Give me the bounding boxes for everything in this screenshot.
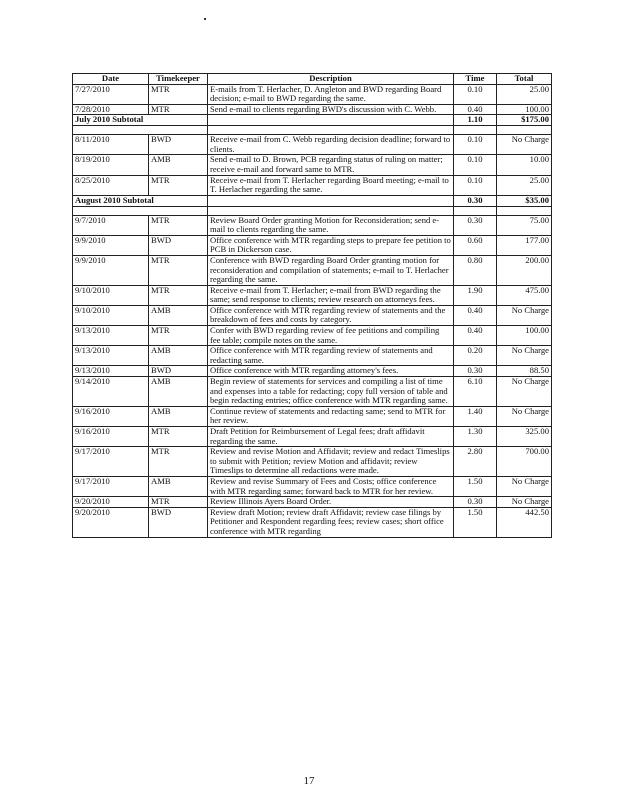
entry-date: 9/10/2010 (73, 305, 149, 325)
entry-date: 8/11/2010 (73, 135, 149, 155)
entry-timekeeper: MTR (149, 255, 208, 285)
billing-table (72, 73, 552, 538)
entry-total: 100.00 (497, 104, 552, 115)
entry-date: 9/10/2010 (73, 285, 149, 305)
entry-total: 10.00 (497, 155, 552, 175)
entry-description: Review Illinois Ayers Board Order. (208, 497, 454, 508)
entry-timekeeper: AMB (149, 476, 208, 496)
entry-timekeeper: MTR (149, 447, 208, 477)
entry-time: 0.60 (454, 235, 497, 255)
entry-description: Draft Petition for Reimbursement of Legal fees; draft affidavit regarding the same. (208, 427, 454, 447)
table-body (73, 84, 552, 537)
entry-time: 1.30 (454, 427, 497, 447)
table-row (73, 104, 552, 115)
subtotal-total: $35.00 (497, 195, 552, 206)
spacer-cell (73, 206, 208, 215)
entry-timekeeper: AMB (149, 155, 208, 175)
subtotal-label: August 2010 Subtotal (73, 195, 208, 206)
subtotal-blank (208, 195, 454, 206)
entry-date: 9/13/2010 (73, 346, 149, 366)
entry-description: Continue review of statements and redacting same; send to MTR for her review. (208, 406, 454, 426)
entry-date: 9/7/2010 (73, 215, 149, 235)
entry-total: No Charge (497, 377, 552, 407)
entry-total: No Charge (497, 497, 552, 508)
table-row (73, 285, 552, 305)
table-row (73, 84, 552, 104)
entry-time: 1.50 (454, 507, 497, 537)
entry-timekeeper: AMB (149, 305, 208, 325)
entry-total: 442.50 (497, 507, 552, 537)
table-row (73, 305, 552, 325)
entry-time: 0.80 (454, 255, 497, 285)
scan-speck (204, 18, 206, 20)
entry-timekeeper: BWD (149, 507, 208, 537)
entry-date: 7/28/2010 (73, 104, 149, 115)
table-row (73, 406, 552, 426)
entry-time: 0.30 (454, 497, 497, 508)
table-row (73, 507, 552, 537)
entry-description: Review Board Order granting Motion for Reconsideration; send e-mail to clients regarding the same. (208, 215, 454, 235)
entry-time: 0.10 (454, 175, 497, 195)
table-row (73, 366, 552, 377)
entry-date: 9/20/2010 (73, 507, 149, 537)
entry-description: Office conference with MTR regarding steps to prepare fee petition to PCB in Dickerson case. (208, 235, 454, 255)
table-row (73, 175, 552, 195)
entry-date: 9/9/2010 (73, 235, 149, 255)
entry-total: No Charge (497, 476, 552, 496)
entry-timekeeper: AMB (149, 377, 208, 407)
entry-description: Review and revise Summary of Fees and Costs; office conference with MTR regarding same; forward back to MTR for her review. (208, 476, 454, 496)
subtotal-label: July 2010 Subtotal (73, 115, 208, 126)
header-total: Total (497, 74, 552, 85)
spacer-cell (454, 206, 497, 215)
table-header-row (73, 74, 552, 85)
entry-date: 9/13/2010 (73, 326, 149, 346)
table-row (73, 497, 552, 508)
table-row (73, 346, 552, 366)
entry-time: 0.10 (454, 84, 497, 104)
entry-time: 0.20 (454, 346, 497, 366)
entry-date: 8/25/2010 (73, 175, 149, 195)
entry-date: 9/17/2010 (73, 476, 149, 496)
entry-time: 1.50 (454, 476, 497, 496)
entry-total: 100.00 (497, 326, 552, 346)
entry-time: 0.10 (454, 155, 497, 175)
page-number: 17 (303, 775, 315, 787)
entry-time: 6.10 (454, 377, 497, 407)
entry-total: 25.00 (497, 175, 552, 195)
header-time: Time (454, 74, 497, 85)
entry-timekeeper: AMB (149, 406, 208, 426)
entry-time: 0.40 (454, 326, 497, 346)
entry-description: Send e-mail to clients regarding BWD's discussion with C. Webb. (208, 104, 454, 115)
spacer-cell (497, 206, 552, 215)
entry-description: Conference with BWD regarding Board Order granting motion for reconsideration and compilation of statements; e-mail to T. Herlacher regarding the same. (208, 255, 454, 285)
table-row (73, 476, 552, 496)
entry-total: No Charge (497, 346, 552, 366)
table-row (73, 326, 552, 346)
entry-timekeeper: MTR (149, 326, 208, 346)
table-row (73, 377, 552, 407)
entry-date: 9/20/2010 (73, 497, 149, 508)
table-row (73, 255, 552, 285)
entry-timekeeper: MTR (149, 104, 208, 115)
table-row (73, 235, 552, 255)
spacer-cell (208, 206, 454, 215)
entry-description: Receive e-mail from C. Webb regarding decision deadline; forward to clients. (208, 135, 454, 155)
entry-total: No Charge (497, 406, 552, 426)
entry-timekeeper: BWD (149, 366, 208, 377)
entry-description: Confer with BWD regarding review of fee petitions and compiling fee table; compile notes on the same. (208, 326, 454, 346)
entry-date: 8/19/2010 (73, 155, 149, 175)
entry-total: 75.00 (497, 215, 552, 235)
entry-timekeeper: MTR (149, 427, 208, 447)
entry-description: Receive e-mail from T. Herlacher; e-mail from BWD regarding the same; send response to clients; review research on attorneys fees. (208, 285, 454, 305)
entry-timekeeper: MTR (149, 84, 208, 104)
header-description: Description (208, 74, 454, 85)
entry-total: No Charge (497, 135, 552, 155)
entry-time: 0.10 (454, 135, 497, 155)
spacer-row (73, 206, 552, 215)
subtotal-time: 1.10 (454, 115, 497, 126)
entry-total: 177.00 (497, 235, 552, 255)
entry-description: Review and revise Motion and Affidavit; review and redact Timeslips to submit with Petition; review Motion and affidavit; review Timeslips to determine all redactions were made. (208, 447, 454, 477)
entry-timekeeper: MTR (149, 215, 208, 235)
entry-date: 9/13/2010 (73, 366, 149, 377)
entry-description: Receive e-mail from T. Herlacher regarding Board meeting; e-mail to T. Herlacher regarding the same. (208, 175, 454, 195)
entry-description: Begin review of statements for services and compiling a list of time and expenses into a table for redacting; copy full version of table and begin redacting entries; office conference with MTR regarding same. (208, 377, 454, 407)
table-row (73, 447, 552, 477)
entry-time: 0.40 (454, 305, 497, 325)
entry-time: 0.30 (454, 215, 497, 235)
entry-description: Office conference with MTR regarding review of statements and redacting same. (208, 346, 454, 366)
subtotal-time: 0.30 (454, 195, 497, 206)
entry-date: 9/16/2010 (73, 427, 149, 447)
entry-description: E-mails from T. Herlacher, D. Angleton and BWD regarding Board decision; e-mail to BWD regarding the same. (208, 84, 454, 104)
entry-timekeeper: MTR (149, 497, 208, 508)
entry-timekeeper: AMB (149, 346, 208, 366)
entry-description: Review draft Motion; review draft Affidavit; review case filings by Petitioner and Respondent regarding fees; review cases; short office conference with MTR regarding (208, 507, 454, 537)
entry-total: 200.00 (497, 255, 552, 285)
entry-time: 0.30 (454, 366, 497, 377)
header-date: Date (73, 74, 149, 85)
entry-time: 1.40 (454, 406, 497, 426)
entry-total: 325.00 (497, 427, 552, 447)
table-row (73, 427, 552, 447)
subtotal-row (73, 115, 552, 126)
entry-date: 9/17/2010 (73, 447, 149, 477)
table-row (73, 135, 552, 155)
entry-description: Office conference with MTR regarding attorney's fees. (208, 366, 454, 377)
entry-time: 0.40 (454, 104, 497, 115)
entry-time: 2.80 (454, 447, 497, 477)
entry-timekeeper: BWD (149, 235, 208, 255)
entry-date: 9/9/2010 (73, 255, 149, 285)
table-row (73, 155, 552, 175)
subtotal-total: $175.00 (497, 115, 552, 126)
entry-timekeeper: MTR (149, 175, 208, 195)
entry-description: Send e-mail to D. Brown, PCB regarding status of ruling on matter; receive e-mail and forward same to MTR. (208, 155, 454, 175)
entry-description: Office conference with MTR regarding review of statements and the breakdown of fees and costs by category. (208, 305, 454, 325)
table-row (73, 215, 552, 235)
entry-total: 25.00 (497, 84, 552, 104)
subtotal-blank (208, 115, 454, 126)
entry-date: 9/16/2010 (73, 406, 149, 426)
entry-timekeeper: BWD (149, 135, 208, 155)
subtotal-row (73, 195, 552, 206)
entry-date: 7/27/2010 (73, 84, 149, 104)
entry-time: 1.90 (454, 285, 497, 305)
entry-date: 9/14/2010 (73, 377, 149, 407)
header-timekeeper: Timekeeper (149, 74, 208, 85)
entry-timekeeper: MTR (149, 285, 208, 305)
entry-total: 700.00 (497, 447, 552, 477)
entry-total: 475.00 (497, 285, 552, 305)
entry-total: No Charge (497, 305, 552, 325)
entry-total: 88.50 (497, 366, 552, 377)
